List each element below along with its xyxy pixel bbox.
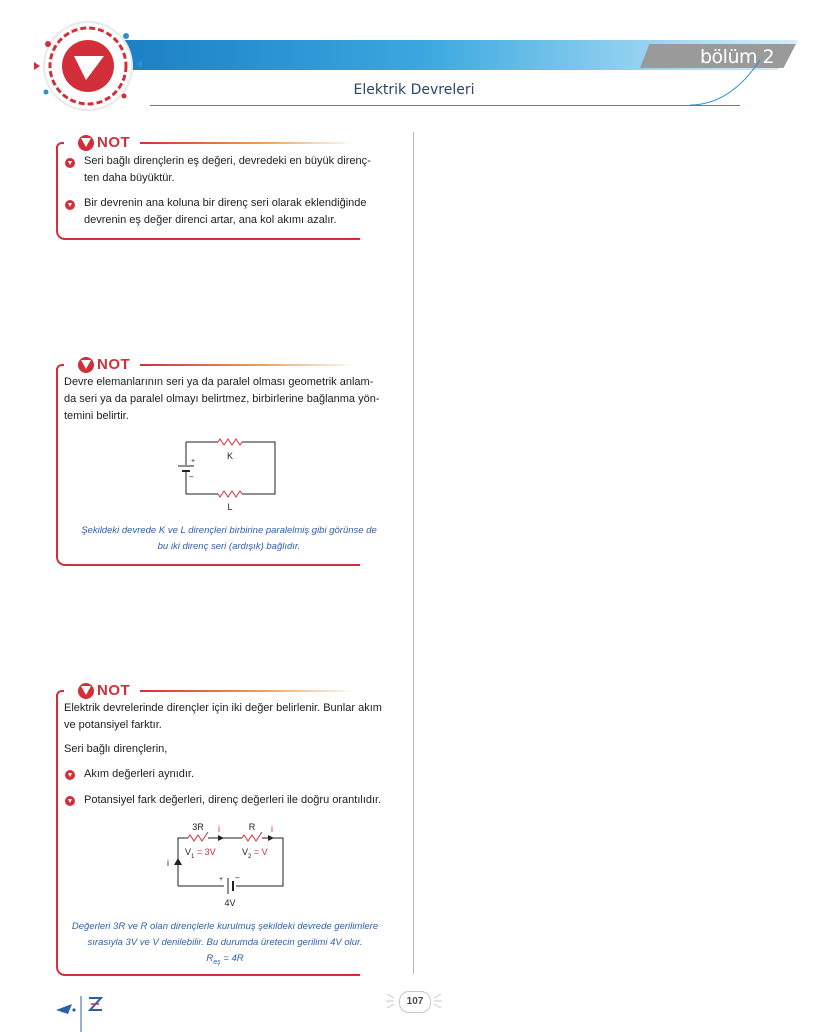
note3-caption-line2: sırasıyla 3V ve V denilebilir. Bu durumda üretecin gerilimi 4V olur. [87,937,363,948]
current-label-1: i [218,824,220,834]
note-top-rule [140,690,358,692]
note-icon [78,357,94,373]
bullet-icon [65,200,75,210]
note1-item2-line1: Bir devrenin ana koluna bir direnç seri olarak eklendiğinde [84,197,367,209]
resistor-3r-label: 3R [192,822,204,832]
note1-item2-line2: devrenin eş değer direnci artar, ana kol akımı azalır. [84,214,337,226]
bullet-icon [65,770,75,780]
resistor-k-label: K [226,451,234,461]
note3-caption-line1: Değerleri 3R ve R olan dirençlerle kurulmuş şekildeki devrede gerilimlere [71,921,379,932]
note-label-text: NOT [97,682,131,699]
note-label-text: NOT [97,134,131,151]
note-label-3 [76,682,134,699]
publisher-logo [28,14,148,124]
bullet-icon [65,796,75,806]
page-number: 107 [399,991,431,1013]
note3-line3: Seri bağlı dirençlerin, [64,743,168,755]
header-rule [150,105,740,106]
column-divider [413,132,414,974]
bullet-icon [65,158,75,168]
page-title: Elektrik Devreleri [353,82,475,98]
note2-line1: Devre elemanlarının seri ya da paralel olması geometrik anlam- [64,376,374,388]
note-icon [78,135,94,151]
note-hook [56,364,64,374]
note1-item1-line2: ten daha büyüktür. [84,172,175,184]
note3-line2: ve potansiyel farktır. [64,719,162,731]
note-label-1 [76,134,134,151]
header-curve [690,60,770,110]
footer-logos [54,994,124,1032]
note-label-text: NOT [97,356,131,373]
note-top-rule [140,364,358,366]
note3-bullet2: Potansiyel fark değerleri, direnç değerleri ile doğru orantılıdır. [84,794,382,806]
plus-sign: + [219,876,224,883]
note3-bullet1: Akım değerleri aynıdır. [84,768,195,780]
minus-sign: – [189,472,194,481]
note-hook [56,142,64,152]
note3-line1: Elektrik devrelerinde dirençler için iki değer belirlenir. Bunlar akım [64,702,382,714]
v2-label: $V_2 = V$ [242,847,268,860]
v1-label: $V_1 = 3V$ [185,847,216,860]
note1-item1-line1: Seri bağlı dirençlerin eş değeri, devredeki en büyük direnç- [84,155,371,167]
current-label-3: i [167,858,169,868]
note-top-rule [140,142,358,144]
section-label: bölüm 2 [700,46,775,68]
note-hook [56,690,64,700]
resistor-l-label: L [227,502,233,512]
note2-line3: temini belirtir. [64,410,129,422]
note2-caption-line1: Şekildeki devrede K ve L dirençleri birbirine paralelmiş gibi görünse de [81,525,377,536]
circuit-diagram-1 [160,432,290,514]
circuit-diagram-2 [162,818,296,910]
resistor-r-label: R [248,822,256,832]
note-label-2 [76,356,134,373]
current-label-2: i [271,824,273,834]
note2-caption-line2: bu iki direnç seri (ardışık) bağlıdır. [157,541,301,552]
note-icon [78,683,94,699]
minus-sign: – [235,873,240,882]
battery-label: 4V [224,898,236,908]
plus-sign: + [191,458,196,465]
req-formula: $R_{eş} = 4R$ [206,953,244,966]
note2-line2: da seri ya da paralel olmayı belirtmez, birbirlerine bağlanma yön- [64,393,380,405]
